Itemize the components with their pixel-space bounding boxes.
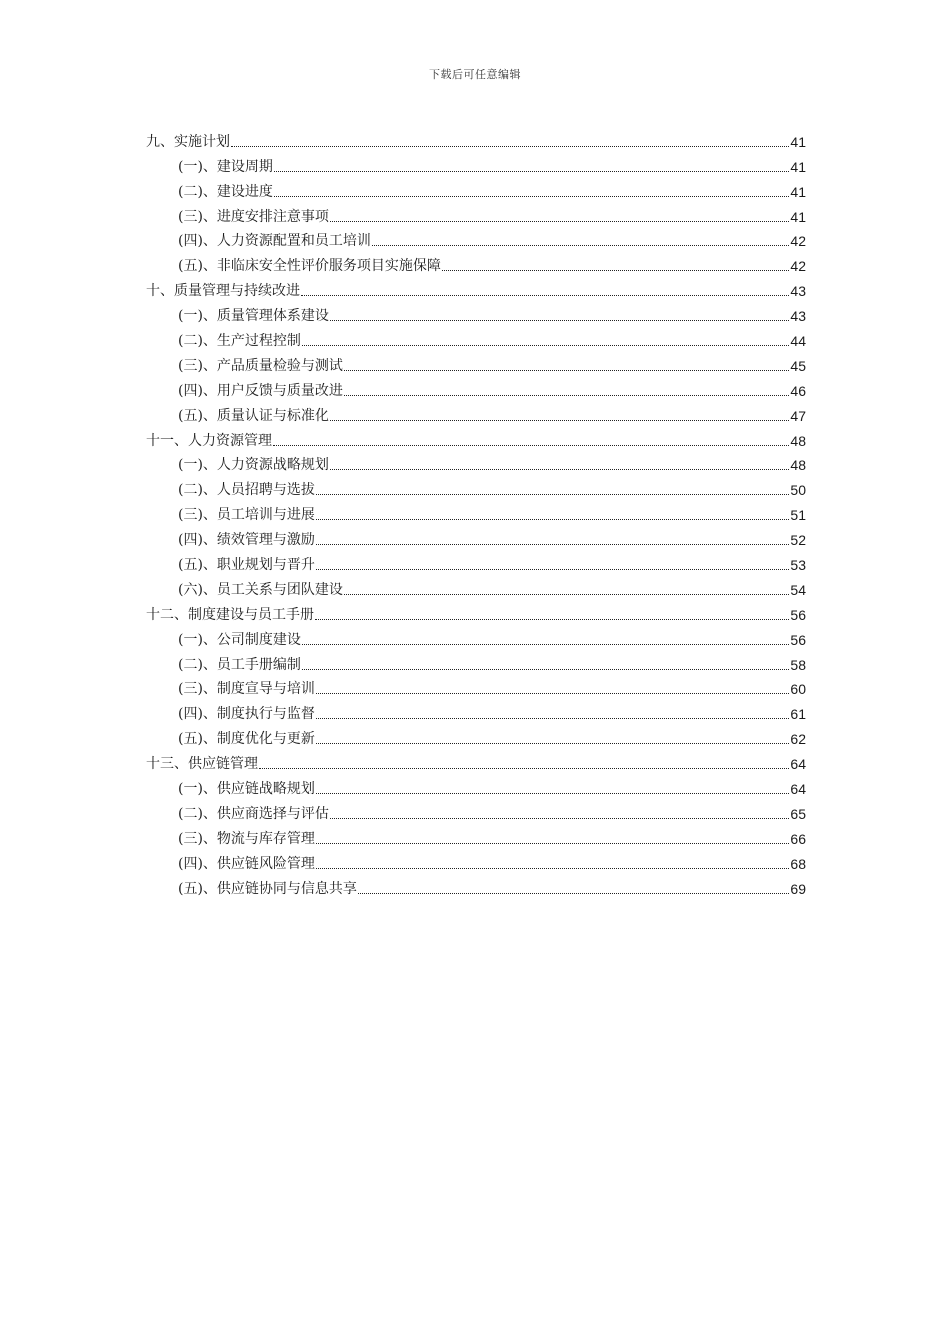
toc-dot-leader [274,171,789,172]
toc-section-entry[interactable] [146,674,806,699]
toc-dot-leader [273,445,789,446]
toc-section-entry[interactable] [146,798,806,823]
toc-chapter-entry[interactable] [146,275,806,300]
toc-dot-leader [316,868,789,869]
toc-dot-leader [330,320,789,321]
toc-entry-label: (四)、用户反馈与质量改进 [178,382,343,399]
toc-dot-leader [316,519,789,520]
toc-section-entry[interactable] [146,499,806,524]
toc-page-number: 54 [790,581,806,598]
toc-page-number: 56 [790,631,806,648]
toc-dot-leader [316,743,789,744]
toc-dot-leader [344,594,789,595]
toc-entry-label: (一)、人力资源战略规划 [178,457,329,474]
toc-page-number: 43 [790,308,806,325]
toc-page-number: 61 [790,706,806,723]
toc-chapter-entry[interactable] [146,599,806,624]
toc-section-entry[interactable] [146,549,806,574]
toc-section-entry[interactable] [146,201,806,226]
toc-page-number: 65 [790,805,806,822]
toc-dot-leader [274,196,789,197]
toc-entry-label: (五)、非临床安全性评价服务项目实施保障 [178,258,441,275]
toc-section-entry[interactable] [146,176,806,201]
toc-page-number: 41 [790,133,806,150]
toc-dot-leader [316,718,789,719]
toc-page-number: 41 [790,183,806,200]
toc-section-entry[interactable] [146,300,806,325]
toc-dot-leader [316,693,789,694]
toc-dot-leader [315,619,789,620]
toc-dot-leader [316,793,789,794]
toc-page-number: 50 [790,482,806,499]
toc-dot-leader [442,270,789,271]
toc-section-entry[interactable] [146,375,806,400]
toc-section-entry[interactable] [146,698,806,723]
toc-page-number: 41 [790,208,806,225]
toc-section-entry[interactable] [146,848,806,873]
toc-entry-label: (四)、供应链风险管理 [178,855,315,872]
toc-entry-label: (一)、质量管理体系建设 [178,308,329,325]
toc-entry-label: (四)、制度执行与监督 [178,706,315,723]
toc-page-number: 64 [790,781,806,798]
toc-entry-label: (四)、人力资源配置和员工培训 [178,233,371,250]
toc-dot-leader [330,469,789,470]
toc-section-entry[interactable] [146,823,806,848]
toc-entry-label: (三)、制度宣导与培训 [178,681,315,698]
toc-entry-label: (五)、职业规划与晋升 [178,557,315,574]
toc-dot-leader [358,893,789,894]
toc-entry-label: (一)、公司制度建设 [178,631,301,648]
toc-dot-leader [330,818,789,819]
toc-section-entry[interactable] [146,226,806,251]
toc-entry-label: (二)、建设进度 [178,183,273,200]
toc-dot-leader [316,569,789,570]
toc-section-entry[interactable] [146,524,806,549]
toc-page-number: 56 [790,606,806,623]
toc-entry-label: (一)、供应链战略规划 [178,781,315,798]
toc-entry-label: 十一、人力资源管理 [146,432,272,449]
toc-page-number: 51 [790,507,806,524]
toc-page-number: 44 [790,333,806,350]
toc-page-number: 52 [790,532,806,549]
toc-dot-leader [344,395,789,396]
toc-dot-leader [302,345,789,346]
toc-section-entry[interactable] [146,873,806,898]
toc-entry-label: 十三、供应链管理 [146,756,258,773]
toc-entry-label: (三)、物流与库存管理 [178,830,315,847]
toc-page-number: 43 [790,283,806,300]
toc-section-entry[interactable] [146,400,806,425]
toc-page-number: 68 [790,855,806,872]
toc-dot-leader [316,544,789,545]
toc-page-number: 58 [790,656,806,673]
toc-section-entry[interactable] [146,474,806,499]
toc-entry-label: (二)、人员招聘与选拔 [178,482,315,499]
page-header: 下载后可任意编辑 [429,68,521,81]
toc-section-entry[interactable] [146,151,806,176]
toc-dot-leader [344,370,789,371]
toc-section-entry[interactable] [146,325,806,350]
toc-entry-label: (五)、供应链协同与信息共享 [178,880,357,897]
toc-section-entry[interactable] [146,773,806,798]
toc-entry-label: 十、质量管理与持续改进 [146,283,300,300]
toc-entry-label: (二)、生产过程控制 [178,333,301,350]
toc-entry-label: (三)、员工培训与进展 [178,507,315,524]
toc-entry-label: (四)、绩效管理与激励 [178,532,315,549]
toc-page-number: 47 [790,407,806,424]
toc-entry-label: (六)、员工关系与团队建设 [178,581,343,598]
toc-dot-leader [372,245,789,246]
toc-entry-label: 九、实施计划 [146,133,230,150]
toc-page-number: 60 [790,681,806,698]
toc-page-number: 41 [790,158,806,175]
toc-page-number: 66 [790,830,806,847]
toc-entry-label: (二)、供应商选择与评估 [178,805,329,822]
toc-page-number: 42 [790,233,806,250]
toc-section-entry[interactable] [146,624,806,649]
toc-dot-leader [301,295,789,296]
toc-entry-label: (五)、质量认证与标准化 [178,407,329,424]
toc-page-number: 48 [790,432,806,449]
toc-chapter-entry[interactable] [146,126,806,151]
toc-page-number: 42 [790,258,806,275]
toc-section-entry[interactable] [146,350,806,375]
toc-dot-leader [316,494,789,495]
toc-chapter-entry[interactable] [146,748,806,773]
toc-entry-label: 十二、制度建设与员工手册 [146,606,314,623]
toc-page-number: 48 [790,457,806,474]
toc-section-entry[interactable] [146,723,806,748]
table-of-contents [146,126,806,898]
toc-entry-label: (三)、进度安排注意事项 [178,208,329,225]
toc-dot-leader [316,843,789,844]
toc-dot-leader [231,146,789,147]
toc-section-entry[interactable] [146,574,806,599]
toc-page-number: 62 [790,731,806,748]
toc-entry-label: (一)、建设周期 [178,158,273,175]
toc-dot-leader [259,768,789,769]
toc-entry-label: (三)、产品质量检验与测试 [178,357,343,374]
toc-page-number: 46 [790,382,806,399]
toc-section-entry[interactable] [146,450,806,475]
toc-dot-leader [302,644,789,645]
toc-dot-leader [330,420,789,421]
toc-chapter-entry[interactable] [146,425,806,450]
toc-dot-leader [302,669,789,670]
toc-section-entry[interactable] [146,250,806,275]
toc-page-number: 53 [790,557,806,574]
toc-page-number: 64 [790,756,806,773]
toc-section-entry[interactable] [146,649,806,674]
toc-entry-label: (五)、制度优化与更新 [178,731,315,748]
toc-dot-leader [330,221,789,222]
toc-page-number: 45 [790,357,806,374]
toc-page-number: 69 [790,880,806,897]
toc-entry-label: (二)、员工手册编制 [178,656,301,673]
